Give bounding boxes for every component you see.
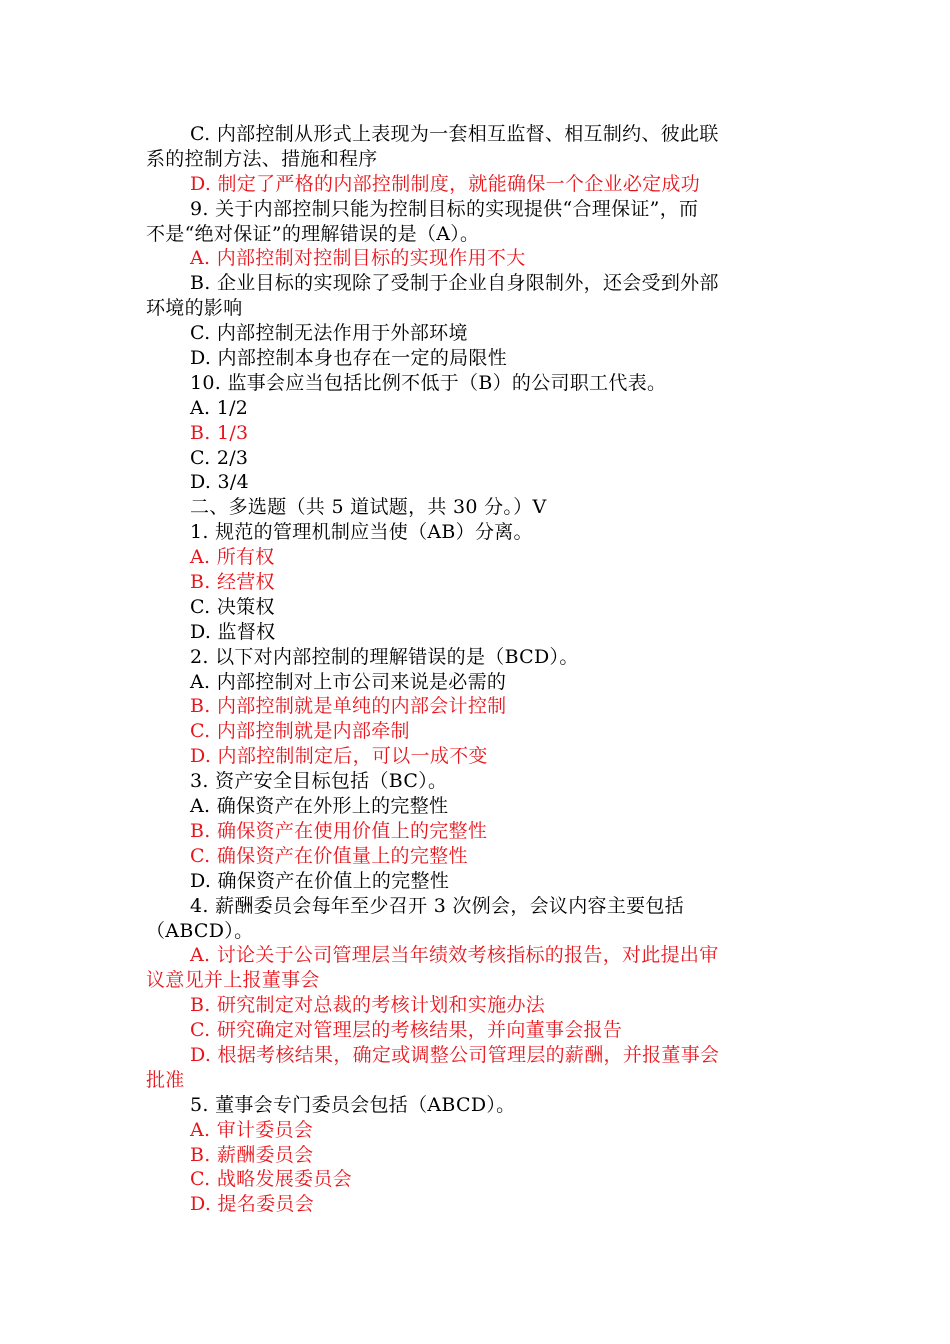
text-line: B. 企业目标的实现除了受制于企业自身限制外，还会受到外部 bbox=[190, 272, 719, 295]
text-line: A. 内部控制对上市公司来说是必需的 bbox=[190, 670, 507, 693]
answer-text-line: B. 经营权 bbox=[190, 571, 275, 594]
text-line: 5. 董事会专门委员会包括（ABCD）。 bbox=[190, 1093, 516, 1116]
answer-text-line: 议意见并上报董事会 bbox=[146, 969, 320, 992]
answer-text-line: B. 1/3 bbox=[190, 421, 249, 444]
text-line: 不是“绝对保证”的理解错误的是（A）。 bbox=[146, 222, 480, 245]
answer-text-line: A. 所有权 bbox=[190, 546, 275, 569]
answer-text-line: A. 讨论关于公司管理层当年绩效考核指标的报告，对此提出审 bbox=[190, 944, 719, 967]
answer-text-line: D. 制定了严格的内部控制制度，就能确保一个企业必定成功 bbox=[190, 172, 701, 195]
text-line: 2. 以下对内部控制的理解错误的是（BCD）。 bbox=[190, 645, 579, 668]
text-line: 1. 规范的管理机制应当使（AB）分离。 bbox=[190, 521, 533, 544]
answer-text-line: D. 内部控制制定后，可以一成不变 bbox=[190, 745, 488, 768]
text-line: C. 2/3 bbox=[190, 446, 249, 469]
answer-text-line: B. 确保资产在使用价值上的完整性 bbox=[190, 819, 488, 842]
text-line: C. 内部控制从形式上表现为一套相互监督、相互制约、彼此联 bbox=[190, 123, 719, 145]
document-page bbox=[146, 122, 808, 1217]
answer-text-line: B. 薪酬委员会 bbox=[190, 1143, 314, 1166]
text-line: 9. 关于内部控制只能为控制目标的实现提供“合理保证”，而 bbox=[190, 197, 699, 220]
answer-text-line: C. 内部控制就是内部牵制 bbox=[190, 720, 410, 743]
text-line: A. 1/2 bbox=[190, 396, 249, 419]
text-line: 3. 资产安全目标包括（BC）。 bbox=[190, 770, 448, 793]
text-line: C. 决策权 bbox=[190, 595, 275, 618]
text-line: 环境的影响 bbox=[146, 297, 243, 320]
answer-text-line: B. 研究制定对总裁的考核计划和实施办法 bbox=[190, 994, 546, 1017]
answer-text-line: 批准 bbox=[146, 1068, 185, 1091]
text-line: D. 监督权 bbox=[190, 620, 276, 643]
text-line: 4. 薪酬委员会每年至少召开 3 次例会，会议内容主要包括 bbox=[190, 894, 685, 917]
text-line: D. 3/4 bbox=[190, 471, 250, 494]
text-line: 系的控制方法、措施和程序 bbox=[146, 147, 378, 170]
answer-text-line: A. 审计委员会 bbox=[190, 1118, 314, 1141]
text-line: 10. 监事会应当包括比例不低于（B）的公司职工代表。 bbox=[190, 371, 667, 394]
text-line: （ABCD）。 bbox=[146, 919, 254, 942]
answer-text-line: D. 提名委员会 bbox=[190, 1193, 315, 1216]
answer-text-line: C. 确保资产在价值量上的完整性 bbox=[190, 844, 468, 867]
answer-text-line: D. 根据考核结果，确定或调整公司管理层的薪酬，并报董事会 bbox=[190, 1043, 720, 1066]
text-line: C. 内部控制无法作用于外部环境 bbox=[190, 322, 468, 345]
text-line: D. 确保资产在价值上的完整性 bbox=[190, 869, 450, 892]
answer-text-line: C. 研究确定对管理层的考核结果，并向董事会报告 bbox=[190, 1019, 623, 1042]
answer-text-line: B. 内部控制就是单纯的内部会计控制 bbox=[190, 695, 507, 718]
answer-text-line: A. 内部控制对控制目标的实现作用不大 bbox=[190, 247, 526, 270]
text-line: A. 确保资产在外形上的完整性 bbox=[190, 795, 449, 818]
text-line: D. 内部控制本身也存在一定的局限性 bbox=[190, 347, 508, 370]
answer-text-line: C. 战略发展委员会 bbox=[190, 1168, 352, 1191]
text-line: 二、多选题（共 5 道试题，共 30 分。）V bbox=[190, 496, 547, 519]
